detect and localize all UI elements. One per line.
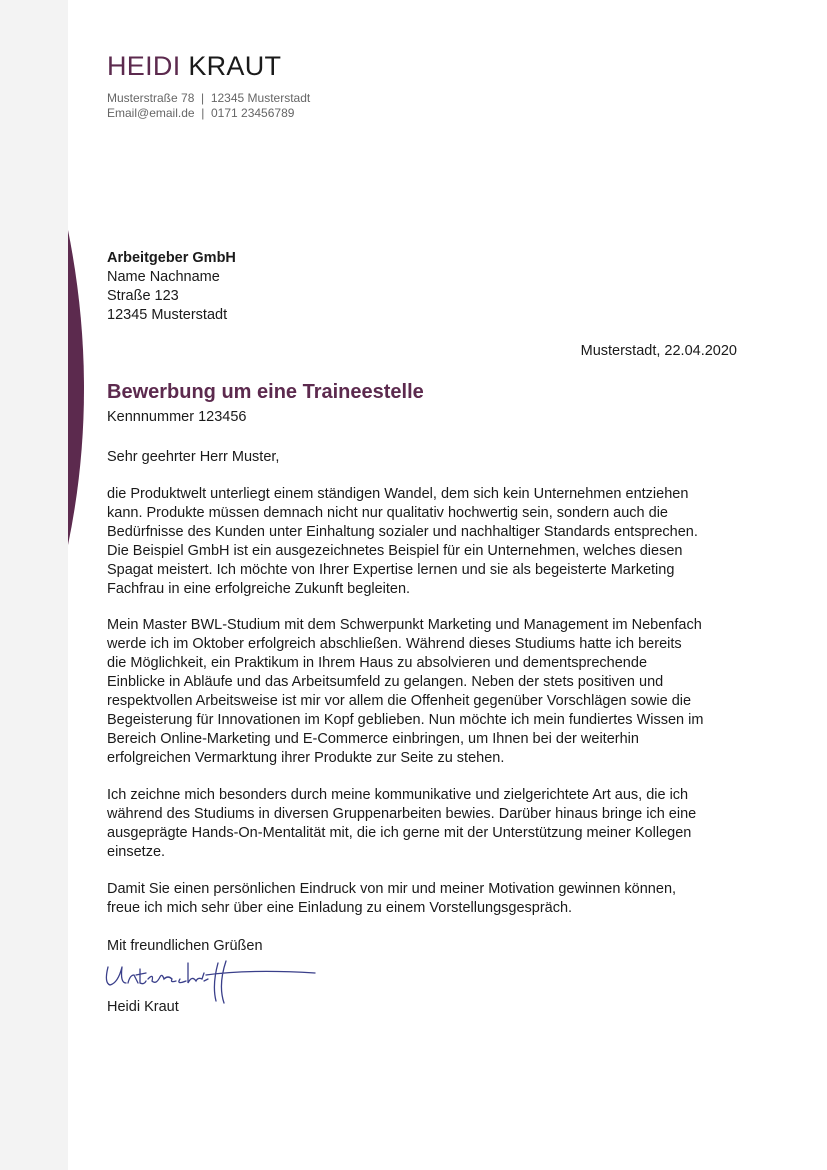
text-line: Fachfrau in eine erfolgreiche Zukunft begleiten. (107, 581, 411, 597)
text-line: Spagat meistert. Ich möchte von Ihrer Expertise lernen und sie als begeisterte Marketing (107, 562, 675, 578)
text-line: die Möglichkeit, ein Praktikum in Ihrem Haus zu absolvieren und dementsprechende (107, 655, 648, 671)
reference-number: Kennnummer 123456 (107, 409, 247, 425)
text-line: Einblicke in Abläufe und das Arbeitsumfeld zu gelangen. Neben der stets positiven und (107, 674, 664, 690)
text-line: Bereich Online-Marketing und E-Commerce einbringen, um Ihnen bei der weiterhin (107, 731, 639, 747)
text-line: Bedürfnisse des Kunden unter Einhaltung sozialer und nachhaltiger Standards entsprechen. (107, 524, 698, 540)
sender-last-name: KRAUT (188, 51, 282, 81)
letter-subject: Bewerbung um eine Traineestelle (107, 381, 424, 403)
paragraph-3 (107, 786, 747, 862)
text-line: Ich zeichne mich besonders durch meine kommunikative und zielgerichtete Art aus, die ich (107, 787, 689, 803)
text-line: während des Studiums in diversen Gruppenarbeiten bewies. Darüber hinaus bringe ich eine (107, 806, 697, 822)
text-line: die Produktwelt unterliegt einem ständigen Wandel, dem sich kein Unternehmen entziehen (107, 486, 689, 502)
recipient-address (107, 249, 747, 325)
paragraph-4 (107, 880, 747, 918)
text-line: Die Beispiel GmbH ist ein ausgezeichnetes Beispiel für ein Unternehmen, welches diesen (107, 543, 683, 559)
paragraph-2 (107, 616, 747, 768)
salutation: Sehr geehrter Herr Muster, (107, 449, 280, 465)
letter-date: Musterstadt, 22.04.2020 (580, 343, 737, 359)
text-line: einsetze. (107, 844, 166, 860)
signer-name: Heidi Kraut (107, 999, 179, 1015)
text-line: Begeisterung für Innovationen im Kopf geblieben. Nun möchte ich mein fundiertes Wissen im (107, 712, 704, 728)
recipient-city: 12345 Musterstadt (107, 307, 228, 323)
sender-email-phone: Email@email.de | 0171 23456789 (107, 106, 295, 120)
recipient-company: Arbeitgeber GmbH (107, 250, 236, 266)
text-line: kann. Produkte müssen demnach nicht nur qualitativ hochwertig sein, sondern auch die (107, 505, 668, 521)
sender-name (107, 50, 281, 82)
sender-first-name: HEIDI (107, 51, 181, 81)
sender-contact (107, 91, 310, 121)
text-line: werde ich im Oktober erfolgreich abschließen. Während dieses Studiums hatte ich bereits (107, 636, 682, 652)
recipient-street: Straße 123 (107, 288, 179, 304)
text-line: erfolgreichen Vermarktung ihrer Produkte zur Seite zu stehen. (107, 750, 505, 766)
paragraph-1 (107, 485, 747, 599)
recipient-contact: Name Nachname (107, 269, 220, 285)
text-line: freue ich mich sehr über eine Einladung zu einem Vorstellungsgespräch. (107, 900, 573, 916)
text-line: ausgeprägte Hands-On-Mentalität mit, die ich gerne mit der Unterstützung meiner Kollegen (107, 825, 692, 841)
text-line: Damit Sie einen persönlichen Eindruck von mir und meiner Motivation gewinnen können, (107, 881, 677, 897)
text-line: respektvollen Arbeitsweise ist mir vor allem die Offenheit gegenüber Vorschlägen sowie die (107, 693, 692, 709)
decorative-arc (0, 0, 100, 600)
text-line: Mein Master BWL-Studium mit dem Schwerpunkt Marketing und Management im Nebenfach (107, 617, 702, 633)
closing: Mit freundlichen Grüßen (107, 938, 263, 954)
sender-address: Musterstraße 78 | 12345 Musterstadt (107, 91, 311, 105)
